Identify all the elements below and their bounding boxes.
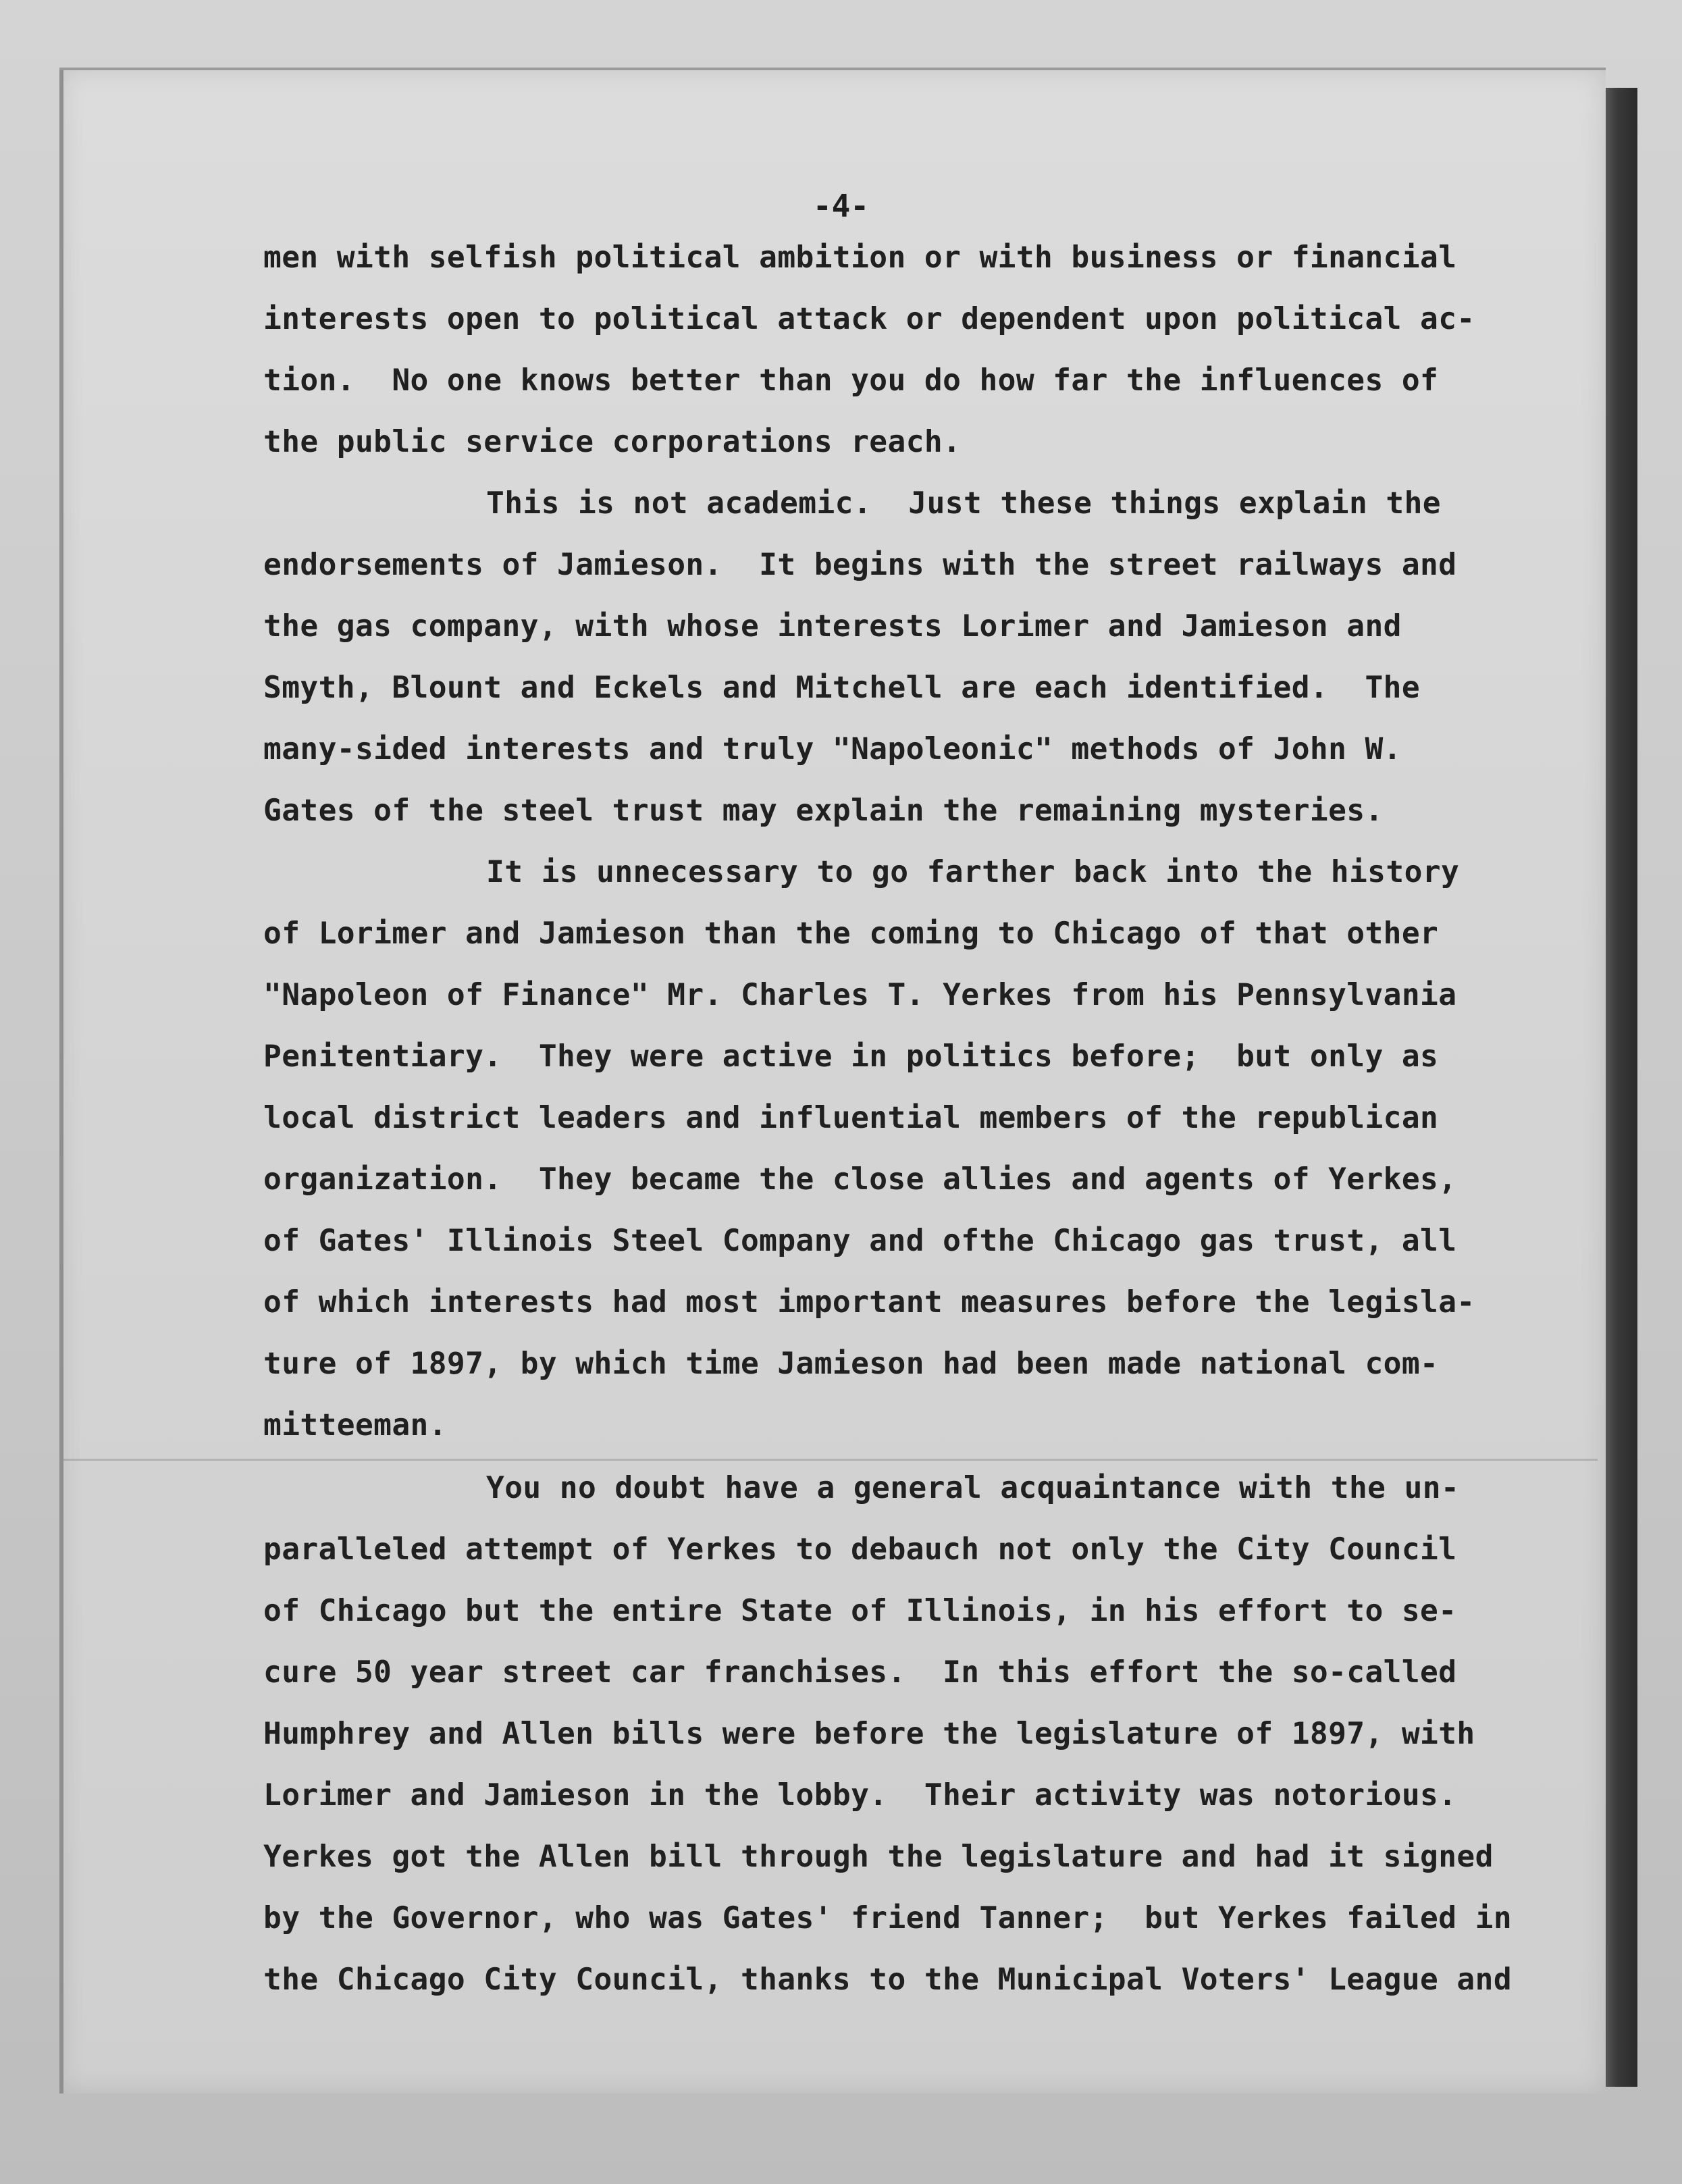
text-line: Penitentiary. They were active in politics before; but only as [263, 1039, 1439, 1074]
text-line: of Lorimer and Jamieson than the coming to Chicago of that other [263, 916, 1439, 951]
page-fold-line [63, 1459, 1598, 1461]
text-line: the gas company, with whose interests Lorimer and Jamieson and [263, 609, 1402, 644]
text-line: of Gates' Illinois Steel Company and ofthe Chicago gas trust, all [263, 1224, 1457, 1258]
text-line: many-sided interests and truly "Napoleonic" methods of John W. [263, 732, 1402, 766]
paragraph-start-line: It is unnecessary to go farther back into the history [486, 855, 1460, 889]
text-line: interests open to political attack or dependent upon political ac- [263, 302, 1475, 336]
text-line: ture of 1897, by which time Jamieson had been made national com- [263, 1347, 1439, 1381]
page-number: -4- [812, 188, 870, 224]
paragraph-start-line: You no doubt have a general acquaintance with the un- [486, 1471, 1460, 1505]
text-line: Lorimer and Jamieson in the lobby. Their activity was notorious. [263, 1778, 1457, 1813]
text-line: tion. No one knows better than you do how far the influences of [263, 363, 1439, 398]
text-line: of which interests had most important measures before the legisla- [263, 1285, 1475, 1320]
page-edge-left [59, 68, 63, 2094]
text-line: local district leaders and influential members of the republican [263, 1101, 1439, 1135]
text-line: mitteeman. [263, 1408, 447, 1442]
text-line: the Chicago City Council, thanks to the Municipal Voters' League and [263, 1962, 1513, 1997]
page-edge-top [59, 68, 1606, 70]
text-line: Gates of the steel trust may explain the remaining mysteries. [263, 794, 1384, 828]
text-line: paralleled attempt of Yerkes to debauch not only the City Council [263, 1532, 1457, 1567]
text-line: by the Governor, who was Gates' friend Tanner; but Yerkes failed in [263, 1901, 1513, 1935]
text-line: cure 50 year street car franchises. In this effort the so-called [263, 1655, 1457, 1690]
text-line: the public service corporations reach. [263, 425, 962, 459]
text-line: organization. They became the close allies and agents of Yerkes, [263, 1162, 1457, 1197]
text-line: "Napoleon of Finance" Mr. Charles T. Yerkes from his Pennsylvania [263, 978, 1457, 1012]
text-line: men with selfish political ambition or with business or financial [263, 240, 1457, 275]
text-line: of Chicago but the entire State of Illinois, in his effort to se- [263, 1594, 1457, 1628]
text-line: Smyth, Blount and Eckels and Mitchell are each identified. The [263, 671, 1421, 705]
paragraph-start-line: This is not academic. Just these things explain the [486, 486, 1441, 521]
text-line: Yerkes got the Allen bill through the legislature and had it signed [263, 1840, 1494, 1874]
text-line: endorsements of Jamieson. It begins with the street railways and [263, 548, 1457, 582]
text-line: Humphrey and Allen bills were before the legislature of 1897, with [263, 1717, 1475, 1751]
